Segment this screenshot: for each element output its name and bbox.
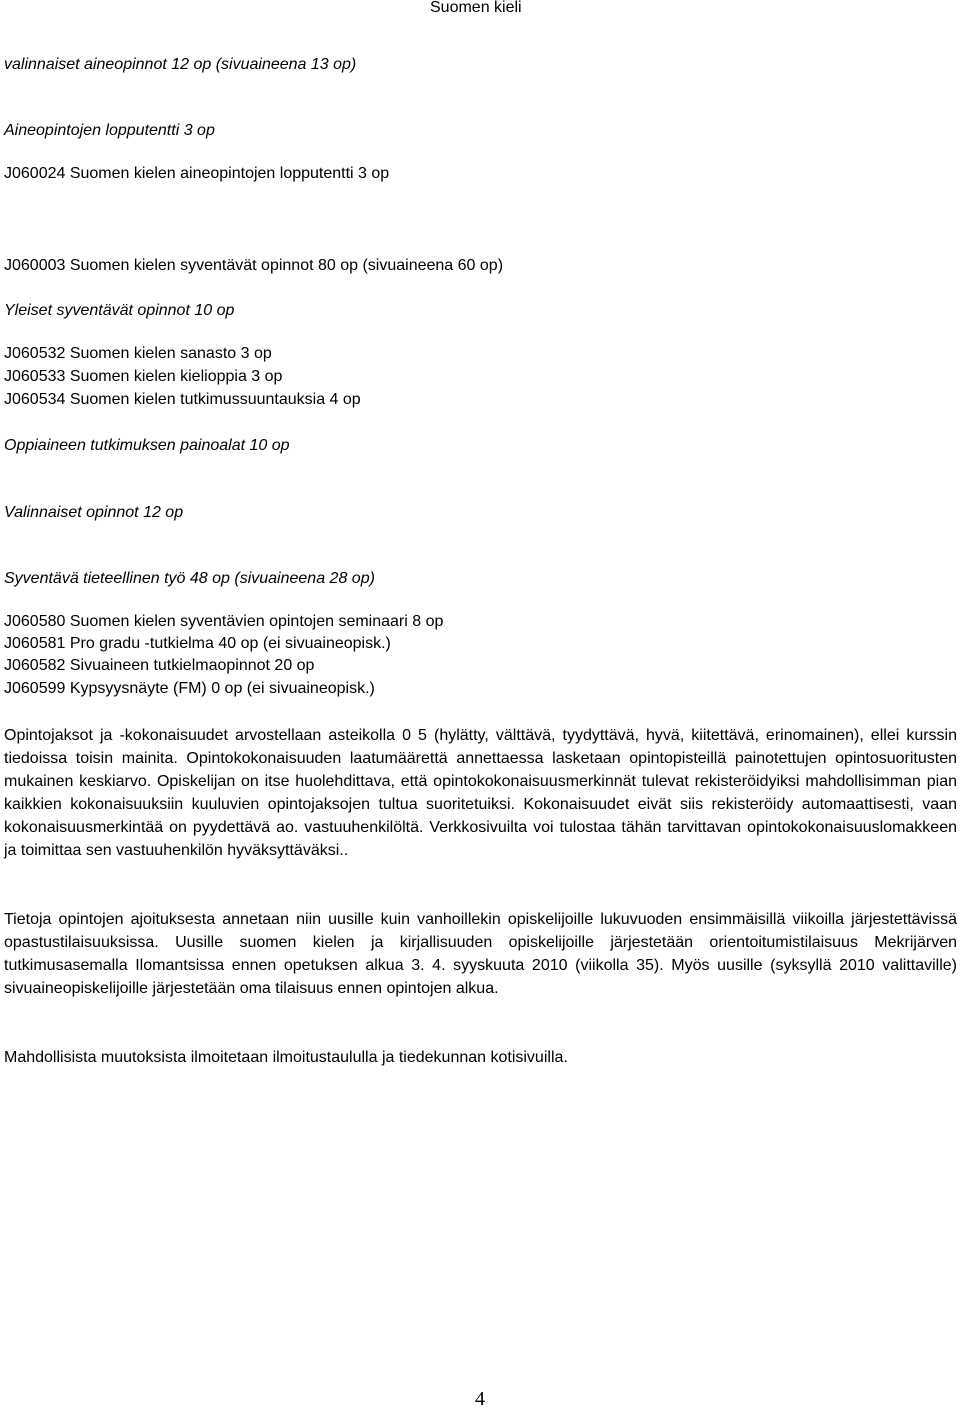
course-item: J060582 Sivuaineen tutkielmaopinnot 20 op — [4, 657, 315, 674]
paragraph-arvostelu: Opintojaksot ja -kokonaisuudet arvostellaan asteikolla 0 5 (hylätty, välttävä, tyydyttävä, hyvä, kiitettävä, erinomainen), ellei kurssin tiedoissa toisin mainita. Opintokokonaisuuden laatumäärettä annettaessa lasketaan opintopisteillä painotettujen opintosuoritusten mukainen keskiarvo. Opiskelijan on itse huolehdittava, että opintokokonaisuusmerkinnät tulevat rekisteröidyiksi mahdollisimman pian kaikkien kokonaisuuksiin kuuluvien opintojaksojen tultua suoritetuiksi. Kokonaisuudet eivät siis rekisteröidy automaattisesti, vaan kokonaisuusmerkintää on pyydettävä ao. vastuuhenkilöltä. Verkkosivuilta voi tulostaa tähän tarvittavan opintokokonaisuuslomakkeen ja toimittaa sen vastuuhenkilön hyväksyttäväksi.. — [4, 727, 957, 859]
course-item: J060024 Suomen kielen aineopintojen lopputentti 3 op — [4, 165, 390, 182]
page-number: 4 — [475, 1388, 485, 1410]
course-item: J060534 Suomen kielen tutkimussuuntauksia 4 op — [4, 391, 361, 408]
course-item: J060533 Suomen kielen kielioppia 3 op — [4, 368, 283, 385]
heading-painoalat: Oppiaineen tutkimuksen painoalat 10 op — [4, 437, 290, 454]
course-item: J060580 Suomen kielen syventävien opintojen seminaari 8 op — [4, 613, 444, 630]
course-item: J060581 Pro gradu -tutkielma 40 op (ei sivuaineopisk.) — [4, 635, 391, 652]
heading-valinnaiset-opinnot: Valinnaiset opinnot 12 op — [4, 504, 184, 521]
paragraph-opintojen-ajoitus: Tietoja opintojen ajoituksesta annetaan niin uusille kuin vanhoillekin opiskelijoille lukuvuoden ensimmäisillä viikoilla järjestettävissä opastustilaisuuksissa. Uusille suomen kielen ja kirjallisuuden opiskelijoille järjestetään orientoitumistilaisuus Mekrijärven tutkimusasemalla Ilomantsissa ennen opetuksen alkua 3. 4. syyskuuta 2010 (viikolla 35). Myös uusille (syksyllä 2010 valittaville) sivuaineopiskelijoille järjestetään oma tilaisuus ennen opintojen alkua. — [4, 911, 957, 997]
heading-yleiset-syventavat: Yleiset syventävät opinnot 10 op — [4, 302, 235, 319]
heading-aineopintojen-lopputentti: Aineopintojen lopputentti 3 op — [4, 122, 215, 139]
paragraph-muutokset: Mahdollisista muutoksista ilmoitetaan ilmoitustaululla ja tiedekunnan kotisivuilla. — [4, 1049, 568, 1066]
course-item: J060532 Suomen kielen sanasto 3 op — [4, 345, 272, 362]
heading-valinnaiset-aineopinnot: valinnaiset aineopinnot 12 op (sivuaineena 13 op) — [4, 56, 357, 73]
running-header: Suomen kieli — [430, 0, 522, 16]
heading-syventavat-opinnot: J060003 Suomen kielen syventävät opinnot 80 op (sivuaineena 60 op) — [4, 257, 504, 274]
heading-syventava-tieteellinen-tyo: Syventävä tieteellinen työ 48 op (sivuaineena 28 op) — [4, 570, 375, 587]
course-item: J060599 Kypsyysnäyte (FM) 0 op (ei sivuaineopisk.) — [4, 680, 375, 697]
